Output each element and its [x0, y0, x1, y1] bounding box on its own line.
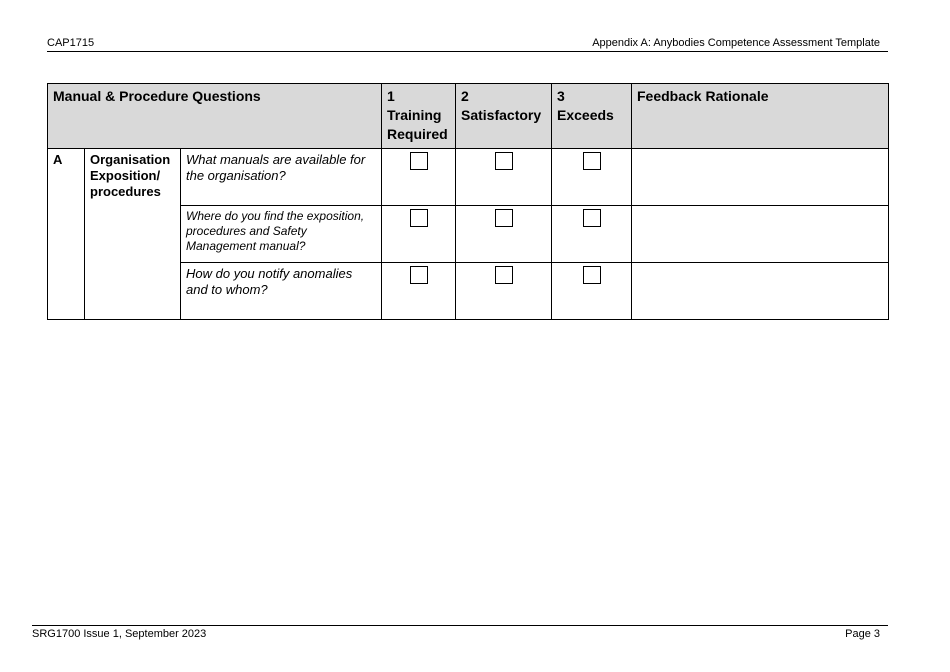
satisfactory-cell: [456, 263, 552, 320]
table-header-row: [48, 84, 889, 149]
training-required-cell: [382, 149, 456, 206]
feedback-cell[interactable]: [632, 263, 889, 320]
exceeds-checkbox[interactable]: [583, 266, 601, 284]
exceeds-checkbox[interactable]: [583, 152, 601, 170]
training-required-column-header: [382, 84, 456, 149]
exceeds-cell: [552, 206, 632, 263]
header-rule: [47, 51, 888, 52]
topic-line3: procedures: [90, 184, 161, 199]
section-topic: [85, 149, 181, 320]
col3-number: 3: [557, 88, 565, 104]
exceeds-cell: [552, 263, 632, 320]
training-required-checkbox[interactable]: [410, 266, 428, 284]
table-row: [48, 149, 889, 206]
section-letter: A: [48, 149, 85, 320]
satisfactory-checkbox[interactable]: [495, 152, 513, 170]
header-doc-code: CAP1715: [47, 37, 95, 49]
footer-issue: SRG1700 Issue 1, September 2023: [32, 628, 207, 640]
question-text: What manuals are available for the organisation?: [181, 149, 382, 206]
training-required-cell: [382, 263, 456, 320]
exceeds-cell: [552, 149, 632, 206]
col3-label: Exceeds: [557, 107, 614, 123]
satisfactory-checkbox[interactable]: [495, 209, 513, 227]
col2-number: 2: [461, 88, 469, 104]
satisfactory-checkbox[interactable]: [495, 266, 513, 284]
topic-line2: Exposition/: [90, 168, 161, 183]
satisfactory-cell: [456, 206, 552, 263]
col1-label-line2: Required: [387, 126, 448, 142]
feedback-column-header: Feedback Rationale: [632, 84, 889, 149]
topic-line1: Organisation: [90, 152, 171, 167]
assessment-table: [47, 83, 889, 320]
question-text: Where do you find the exposition, procedures and Safety Management manual?: [181, 206, 382, 263]
col1-label-line1: Training: [387, 107, 442, 123]
footer-rule: [32, 625, 888, 626]
footer-page-number: Page 3: [845, 628, 880, 640]
training-required-cell: [382, 206, 456, 263]
exceeds-column-header: [552, 84, 632, 149]
training-required-checkbox[interactable]: [410, 152, 428, 170]
satisfactory-cell: [456, 149, 552, 206]
question-text: How do you notify anomalies and to whom?: [181, 263, 382, 320]
col2-label: Satisfactory: [461, 107, 542, 123]
satisfactory-column-header: [456, 84, 552, 149]
header-appendix-title: Appendix A: Anybodies Competence Assessment Template: [592, 37, 880, 49]
col1-number: 1: [387, 88, 395, 104]
feedback-cell[interactable]: [632, 206, 889, 263]
exceeds-checkbox[interactable]: [583, 209, 601, 227]
training-required-checkbox[interactable]: [410, 209, 428, 227]
questions-column-header: Manual & Procedure Questions: [48, 84, 382, 149]
feedback-cell[interactable]: [632, 149, 889, 206]
